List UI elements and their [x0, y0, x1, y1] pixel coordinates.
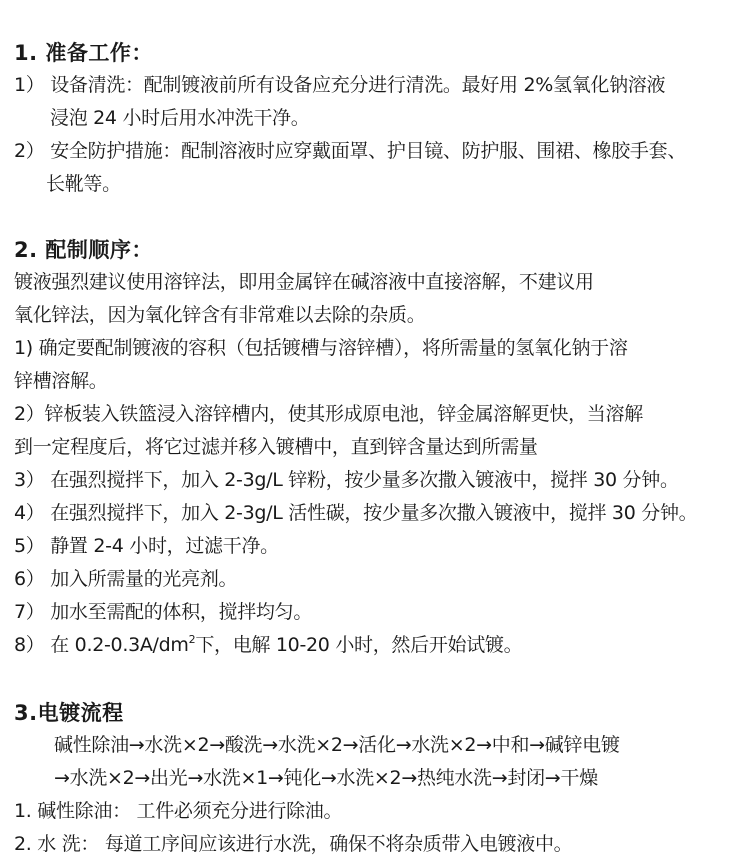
section1-item2-line2: 长靴等。: [46, 173, 121, 195]
section1-item1-line1: 1） 设备清洗：配制镀液前所有设备应充分进行清洗。最好用 2%氢氧化钠溶液: [14, 74, 666, 96]
section1-heading: 1. 准备工作：: [14, 41, 153, 65]
section1-item2-line1: 2） 安全防护措施：配制溶液时应穿戴面罩、护目镜、防护服、围裙、橡胶手套、: [14, 140, 687, 162]
section2-heading: 2. 配制顺序：: [14, 238, 153, 262]
section2-step1-line2: 锌槽溶解。: [14, 370, 108, 392]
section2-step5: 5） 静置 2-4 小时，过滤干净。: [14, 535, 279, 557]
section2-step8-superscript: 2: [188, 633, 196, 646]
section2-step8-prefix: 8） 在 0.2-0.3A/dm: [14, 634, 189, 656]
section2-step7: 7） 加水至需配的体积，搅拌均匀。: [14, 601, 313, 623]
section2-step4: 4） 在强烈搅拌下，加入 2-3g/L 活性碳，按少量多次撒入镀液中，搅拌 30 分钟。: [14, 502, 698, 524]
section3-flow-line1: 碱性除油→水洗×2→酸洗→水洗×2→活化→水洗×2→中和→碱锌电镀: [54, 734, 620, 756]
section2-intro-line1: 镀液强烈建议使用溶锌法，即用金属锌在碱溶液中直接溶解，不建议用: [14, 271, 594, 293]
section2-step8: [14, 633, 522, 657]
section2-step2-line2: 到一定程度后，将它过滤并移入镀槽中，直到锌含量达到所需量: [14, 436, 538, 458]
section2-step2-line1: 2）锌板装入铁篮浸入溶锌槽内，使其形成原电池，锌金属溶解更快，当溶解: [14, 403, 643, 425]
section2-intro-line2: 氧化锌法，因为氧化锌含有非常难以去除的杂质。: [14, 304, 426, 326]
section3-item2: 2. 水 洗： 每道工序间应该进行水洗，确保不将杂质带入电镀液中。: [14, 833, 573, 855]
section2-step3: 3） 在强烈搅拌下，加入 2-3g/L 锌粉，按少量多次撒入镀液中，搅拌 30 分钟。: [14, 469, 679, 491]
section1-item1-line2: 浸泡 24 小时后用水冲洗干净。: [50, 107, 310, 129]
section2-step1-line1: 1) 确定要配制镀液的容积（包括镀槽与溶锌槽），将所需量的氢氧化钠于溶: [14, 337, 628, 359]
section3-flow-line2: →水洗×2→出光→水洗×1→钝化→水洗×2→热纯水洗→封闭→干燥: [54, 767, 598, 789]
section3-item1: 1. 碱性除油： 工件必须充分进行除油。: [14, 800, 343, 822]
section3-heading: 3.电镀流程: [14, 701, 124, 725]
section2-step8-suffix: 下，电解 10-20 小时，然后开始试镀。: [195, 634, 523, 656]
section2-step6: 6） 加入所需量的光亮剂。: [14, 568, 238, 590]
